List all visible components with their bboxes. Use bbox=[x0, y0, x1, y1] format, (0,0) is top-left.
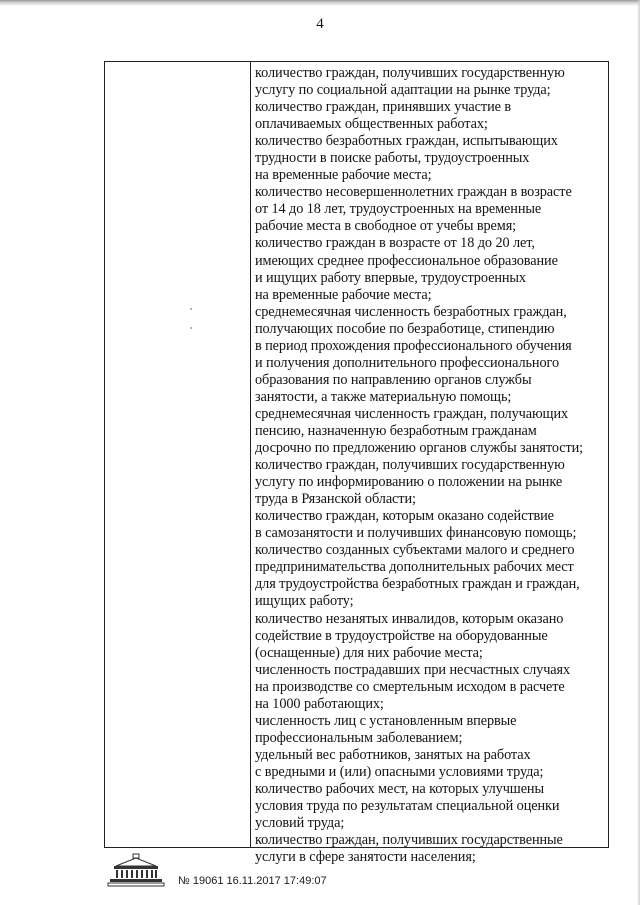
indicator-text-line: численность пострадавших при несчастных случаях bbox=[255, 661, 571, 678]
indicator-text-line: на временные рабочие места; bbox=[255, 286, 432, 303]
indicator-text-line: количество граждан, получивших государственные bbox=[255, 832, 563, 849]
indicator-text-line: трудности в поиске работы, трудоустроенных bbox=[255, 150, 530, 167]
indicator-text-line: труда в Рязанской области; bbox=[255, 491, 416, 508]
indicator-text-line: (оснащенные) для них рабочие места; bbox=[255, 644, 483, 661]
indicator-text-line: содействие в трудоустройстве на оборудованные bbox=[255, 627, 548, 644]
indicator-text-line: количество несовершеннолетних граждан в возрасте bbox=[255, 184, 572, 201]
indicator-text-line: получающих пособие по безработице, стипендию bbox=[255, 320, 555, 337]
indicator-text-line: количество граждан, принявших участие в bbox=[255, 99, 511, 116]
indicator-text-line: условий труда; bbox=[255, 815, 345, 832]
indicator-text-line: и получения дополнительного профессионального bbox=[255, 354, 559, 371]
indicator-text-line: удельный вес работников, занятых на работах bbox=[255, 746, 531, 763]
indicator-text-line: на 1000 работающих; bbox=[255, 695, 384, 712]
indicator-text-line: количество безработных граждан, испытывающих bbox=[255, 133, 558, 150]
indicator-text-line: профессиональным заболеванием; bbox=[255, 729, 463, 746]
indicator-text-line: услугу по социальной адаптации на рынке труда; bbox=[255, 82, 551, 99]
document-registration-number: № 19061 16.11.2017 17:49:07 bbox=[178, 875, 327, 887]
indicator-text-line: количество граждан в возрасте от 18 до 20 лет, bbox=[255, 235, 535, 252]
indicator-text-line: ищущих работу; bbox=[255, 593, 354, 610]
indicator-text-line: услуги в сфере занятости населения; bbox=[255, 849, 476, 866]
indicator-text-line: оплачиваемых общественных работах; bbox=[255, 116, 488, 133]
indicator-text-line: рабочие места в свободное от учебы время; bbox=[255, 218, 517, 235]
indicator-text-line: с вредными и (или) опасными условиями труда; bbox=[255, 763, 544, 780]
indicator-text-line: на производстве со смертельным исходом в расчете bbox=[255, 678, 565, 695]
indicator-text-line: количество рабочих мест, на которых улучшены bbox=[255, 780, 544, 797]
indicators-table bbox=[104, 61, 609, 866]
indicator-text-line: в самозанятости и получивших финансовую помощь; bbox=[255, 525, 577, 542]
indicator-text-line: количество граждан, получивших государственную bbox=[255, 65, 565, 81]
indicator-text-line: для трудоустройства безработных граждан и граждан, bbox=[255, 576, 580, 593]
table-right-column bbox=[251, 62, 608, 866]
indicator-text-line: имеющих среднее профессиональное образование bbox=[255, 252, 558, 269]
indicator-text-line: количество граждан, получивших государственную bbox=[255, 457, 565, 474]
indicator-text-line: в период прохождения профессионального обучения bbox=[255, 337, 572, 354]
scan-speck bbox=[190, 308, 192, 310]
indicator-text-line: численность лиц с установленным впервые bbox=[255, 712, 517, 729]
indicator-text-line: и ищущих работу впервые, трудоустроенных bbox=[255, 269, 526, 286]
indicator-text-line: количество граждан, которым оказано содействие bbox=[255, 508, 554, 525]
indicator-text-line: среднемесячная численность граждан, получающих bbox=[255, 405, 569, 422]
table-left-column bbox=[105, 62, 251, 847]
indicator-text-line: предпринимательства дополнительных рабочих мест bbox=[255, 559, 574, 576]
indicator-text-line: количество созданных субъектами малого и среднего bbox=[255, 542, 575, 559]
government-building-seal-icon bbox=[108, 853, 164, 887]
document-footer bbox=[108, 853, 488, 893]
indicator-text-line: от 14 до 18 лет, трудоустроенных на временные bbox=[255, 201, 542, 218]
indicator-text-line: образования по направлению органов службы bbox=[255, 371, 532, 388]
scan-top-edge bbox=[0, 0, 640, 6]
indicator-text-line: среднемесячная численность безработных граждан, bbox=[255, 303, 567, 320]
scan-speck bbox=[190, 327, 192, 329]
indicator-text-line: досрочно по предложению органов службы занятости; bbox=[255, 440, 584, 457]
indicator-text-line: условия труда по результатам специальной оценки bbox=[255, 798, 560, 815]
indicator-text-line: на временные рабочие места; bbox=[255, 167, 432, 184]
page-number: 4 bbox=[316, 16, 324, 32]
indicator-text-line: пенсию, назначенную безработным гражданам bbox=[255, 422, 537, 439]
indicator-text-line: занятости, а также материальную помощь; bbox=[255, 388, 512, 405]
indicator-text-line: услугу по информированию о положении на рынке bbox=[255, 474, 563, 491]
indicator-text-line: количество незанятых инвалидов, которым оказано bbox=[255, 610, 564, 627]
